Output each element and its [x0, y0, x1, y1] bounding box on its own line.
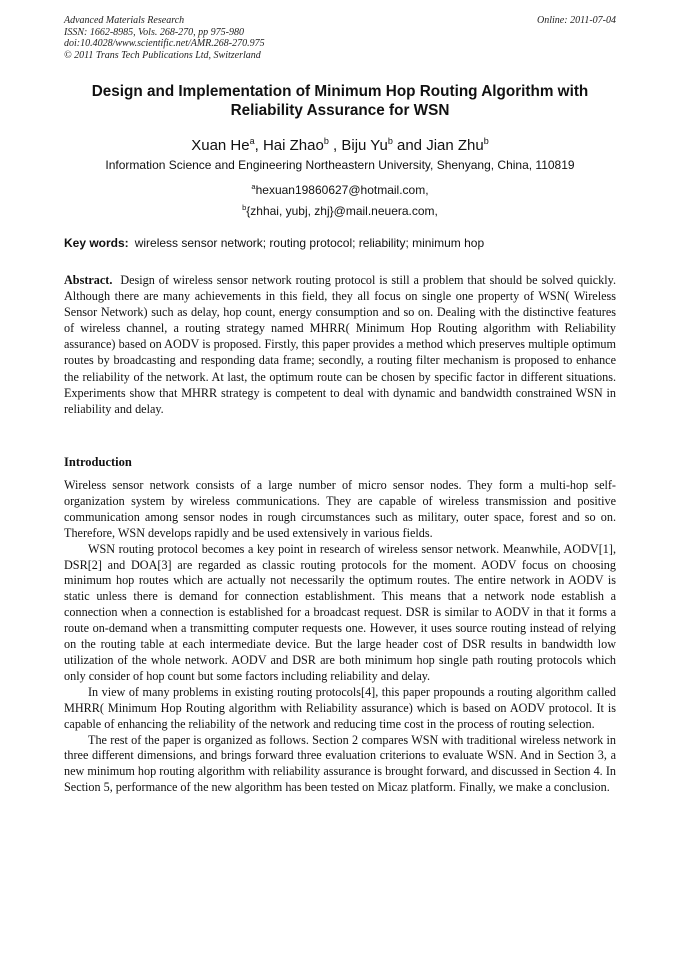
email-b [64, 201, 616, 218]
keywords-label: Key words: [64, 236, 129, 250]
abstract-text: Design of wireless sensor network routing protocol is still a problem that should be solved quickly. Although there are many achievements in this field, they all focus on single one property of WSN( Wireless Sensor Network) such as delay, hop count, energy consumption and so on. Dealing with the distinctive features of wireless channel, a routing strategy named MHRR( Minimum Hop Routing algorithm with Reliability assurance) based on AODV is proposed. Firstly, this paper provides a method which preserves multiple optimum routes by broadcasting and responding data frame; secondly, a routing filter mechanism is proposed to enhance the reliability of the network. At last, the optimum route can be chosen by specific factor in different situations. Experiments show that MHRR strategy is competent to deal with dynamic and bandwidth constrained WSN in reliability and delay. [64, 273, 616, 416]
abstract [64, 272, 616, 417]
paper-title: Design and Implementation of Minimum Hop Routing Algorithm with Reliability Assurance for WSN [91, 83, 589, 119]
author-name: Biju Yu [341, 137, 388, 154]
email-a [64, 180, 616, 197]
author-name: Jian Zhu [426, 137, 484, 154]
email-address: {zhhai, yubj, zhj}@mail.neuera.com, [246, 204, 438, 218]
doi-line: doi:10.4028/www.scientific.net/AMR.268-270.975 [64, 38, 265, 49]
paragraph: Wireless sensor network consists of a large number of micro sensor nodes. They form a multi-hop self-organization system by wireless communications. They are capable of wireless transmission and positive communication among sensor nodes in rough circumstances such as military, outer space, forest and so on. Therefore, WSN develops rapidly and be used extensively in various fields. [64, 478, 616, 540]
affiliation: Information Science and Engineering Northeastern University, Shenyang, China, 110819 [105, 158, 575, 172]
paragraph: The rest of the paper is organized as follows. Section 2 compares WSN with traditional wireless network in three different dimensions, and brings forward three evaluation criterions to evaluate WSN. And in Section 3, a new minimum hop routing algorithm with reliability assurance is brought forward, and discussed in Section 4. In Section 5, performance of the new algorithm has been tested on Micaz platform. Finally, we make a conclusion. [64, 732, 616, 795]
issn-line: ISSN: 1662-8985, Vols. 268-270, pp 975-980 [64, 26, 244, 38]
author-separator: , [328, 137, 342, 154]
author-affil-mark: b [483, 136, 489, 146]
author-separator: , [254, 137, 263, 154]
paragraph: In view of many problems in existing routing protocols[4], this paper propounds a routing algorithm called MHRR( Minimum Hop Routing algorithm with Reliability assurance) which is based on AODV protocol. It is capable of enhancing the reliability of the network and reducing time cost in the process of routing selection. [64, 684, 616, 731]
introduction-body [64, 478, 616, 796]
copyright-line: © 2011 Trans Tech Publications Ltd, Switzerland [64, 49, 261, 61]
email-address: hexuan19860627@hotmail.com, [255, 183, 429, 197]
author-affil-mark: b [387, 136, 393, 146]
online-date: Online: 2011-07-04 [537, 15, 616, 26]
paragraph: WSN routing protocol becomes a key point in research of wireless sensor network. Meanwhile, AODV[1], DSR[2] and DOA[3] are regarded as classic routing protocols for the moment. AODV focus on choosing minimum hop routes which are actually not necessarily the optimum routes. The entire network in AODV is static unless there is demand for connection establishment. This means that a network node establish a connection when a connection is established for a broadcast request. DSR is similar to AODV in that it forms a route on-demand when a transmitting computer requests one. However, it uses source routing instead of relying on the routing table at each intermediate device. But the large header cost of DSR results in bandwidth low utilization of the whole network. AODV and DSR are both minimum hop single path routing protocols which only consider of hop count but some factors including reliability and delay. [64, 541, 616, 683]
author-affil-mark: a [249, 136, 255, 146]
keywords-text: wireless sensor network; routing protocol; reliability; minimum hop [134, 236, 485, 250]
author-name: Hai Zhao [262, 137, 324, 154]
keywords [64, 236, 616, 250]
abstract-label: Abstract. [64, 273, 113, 287]
journal-name: Advanced Materials Research [64, 15, 185, 26]
author-separator: and [392, 137, 427, 154]
email-affil-mark: a [251, 182, 256, 191]
author-affil-mark: b [323, 136, 329, 146]
journal-header [64, 15, 616, 61]
author-name: Xuan He [191, 137, 250, 154]
email-affil-mark: b [242, 203, 247, 212]
author-list [64, 132, 616, 155]
section-heading-introduction: Introduction [64, 455, 132, 469]
